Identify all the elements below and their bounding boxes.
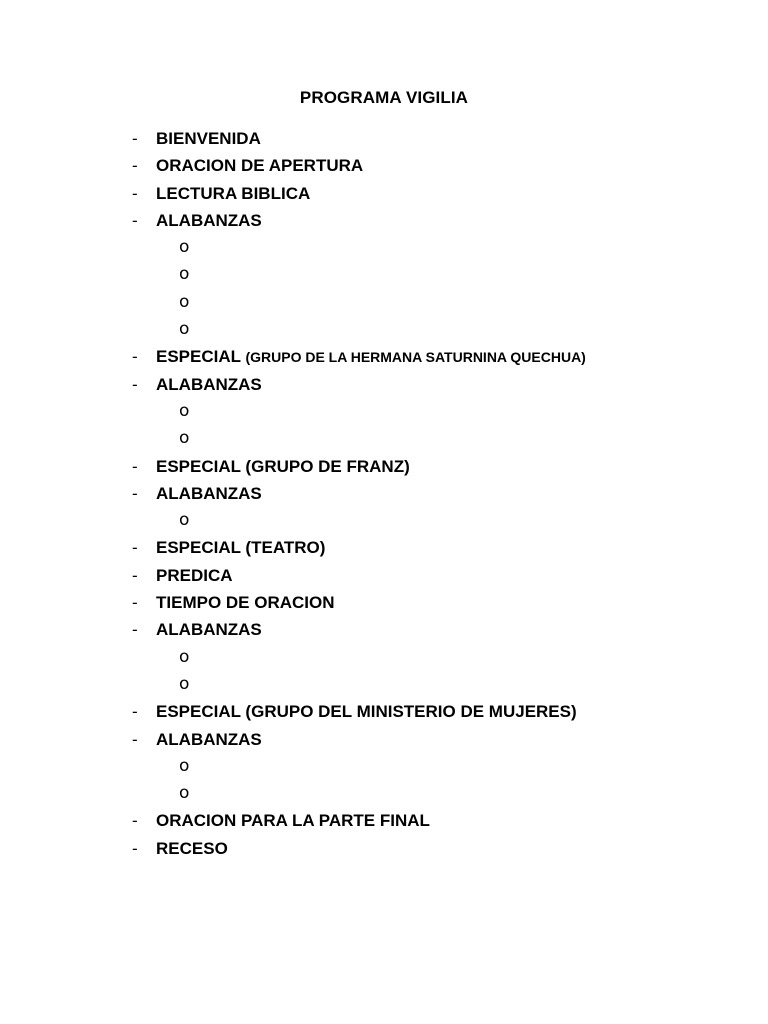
program-item-label xyxy=(156,835,228,862)
program-item-label xyxy=(156,616,262,643)
circle-bullet-icon: o xyxy=(179,400,190,421)
circle-bullet-icon: o xyxy=(179,319,190,340)
program-item xyxy=(0,125,768,152)
program-item xyxy=(0,589,768,616)
circle-bullet-icon: o xyxy=(179,237,190,258)
program-item-text: ALABANZAS xyxy=(156,374,262,394)
program-subitem xyxy=(0,289,768,316)
circle-bullet-icon: o xyxy=(179,646,190,667)
dash-bullet: - xyxy=(132,565,138,585)
program-item xyxy=(0,371,768,398)
dash-bullet: - xyxy=(132,183,138,203)
program-subitem xyxy=(0,644,768,671)
circle-bullet-icon: o xyxy=(179,673,190,694)
dash-bullet: - xyxy=(132,347,138,367)
program-item-text: TIEMPO DE ORACION xyxy=(156,593,335,613)
dash-bullet: - xyxy=(132,483,138,503)
dash-bullet: - xyxy=(132,811,138,831)
program-item-text: ESPECIAL xyxy=(156,347,241,367)
program-item-label xyxy=(156,480,262,507)
program-item xyxy=(0,698,768,725)
program-item-label xyxy=(156,534,325,561)
program-subitem xyxy=(0,780,768,807)
dash-bullet: - xyxy=(132,702,138,722)
dash-bullet: - xyxy=(132,374,138,394)
dash-bullet: - xyxy=(132,456,138,476)
program-item xyxy=(0,207,768,234)
program-subitem xyxy=(0,753,768,780)
program-item xyxy=(0,807,768,834)
program-item-label xyxy=(156,807,430,834)
program-item-label xyxy=(156,180,310,207)
program-item-label xyxy=(156,589,335,616)
program-subitem xyxy=(0,507,768,534)
circle-bullet-icon: o xyxy=(179,783,190,804)
program-subitem xyxy=(0,671,768,698)
program-list xyxy=(0,125,768,862)
program-item-label xyxy=(156,371,262,398)
program-item-label xyxy=(156,343,586,371)
program-item xyxy=(0,562,768,589)
program-item-label xyxy=(156,562,233,589)
program-item-note: (GRUPO DE LA HERMANA SATURNINA QUECHUA) xyxy=(245,349,586,366)
circle-bullet-icon: o xyxy=(179,264,190,285)
program-item-label xyxy=(156,152,363,179)
program-item xyxy=(0,180,768,207)
program-item-text: BIENVENIDA xyxy=(156,129,261,148)
program-item-label xyxy=(156,698,577,725)
program-item xyxy=(0,343,768,370)
program-item xyxy=(0,726,768,753)
program-item-text: ALABANZAS xyxy=(156,483,262,503)
program-subitem xyxy=(0,398,768,425)
dash-bullet: - xyxy=(132,729,138,749)
dash-bullet: - xyxy=(132,838,138,858)
program-item-label xyxy=(156,207,262,234)
program-item-label xyxy=(156,125,261,152)
program-item-text: ORACION DE APERTURA xyxy=(156,156,364,176)
program-item-text: PREDICA xyxy=(156,565,233,585)
program-item xyxy=(0,480,768,507)
document-title: PROGRAMA VIGILIA xyxy=(299,88,469,107)
circle-bullet-icon: o xyxy=(179,291,190,312)
program-item xyxy=(0,616,768,643)
dash-bullet: - xyxy=(132,156,138,176)
program-item xyxy=(0,453,768,480)
program-subitem xyxy=(0,234,768,261)
program-item xyxy=(0,152,768,179)
program-item-text: ALABANZAS xyxy=(156,620,262,640)
program-subitem xyxy=(0,316,768,343)
circle-bullet-icon: o xyxy=(179,428,190,449)
dash-bullet: - xyxy=(132,593,138,613)
dash-bullet: - xyxy=(132,210,138,230)
circle-bullet-icon: o xyxy=(179,510,190,531)
program-item-label xyxy=(156,726,262,753)
program-subitem xyxy=(0,261,768,288)
program-item-text: ESPECIAL (GRUPO DEL MINISTERIO DE MUJERES) xyxy=(156,702,577,722)
program-item xyxy=(0,835,768,862)
program-item-text: RECESO xyxy=(156,838,228,858)
program-item-text: ESPECIAL (GRUPO DE FRANZ) xyxy=(156,456,410,476)
program-item-text: ESPECIAL (TEATRO) xyxy=(156,538,326,558)
program-item-text: ALABANZAS xyxy=(156,210,262,230)
dash-bullet: - xyxy=(132,620,138,640)
dash-bullet: - xyxy=(132,538,138,558)
circle-bullet-icon: o xyxy=(179,755,190,776)
program-item-label xyxy=(156,453,410,480)
program-item-text: ALABANZAS xyxy=(156,729,262,749)
program-item xyxy=(0,534,768,561)
program-subitem xyxy=(0,425,768,452)
program-item-text: ORACION PARA LA PARTE FINAL xyxy=(156,811,430,831)
dash-bullet: - xyxy=(132,129,138,148)
program-item-text: LECTURA BIBLICA xyxy=(156,183,311,203)
